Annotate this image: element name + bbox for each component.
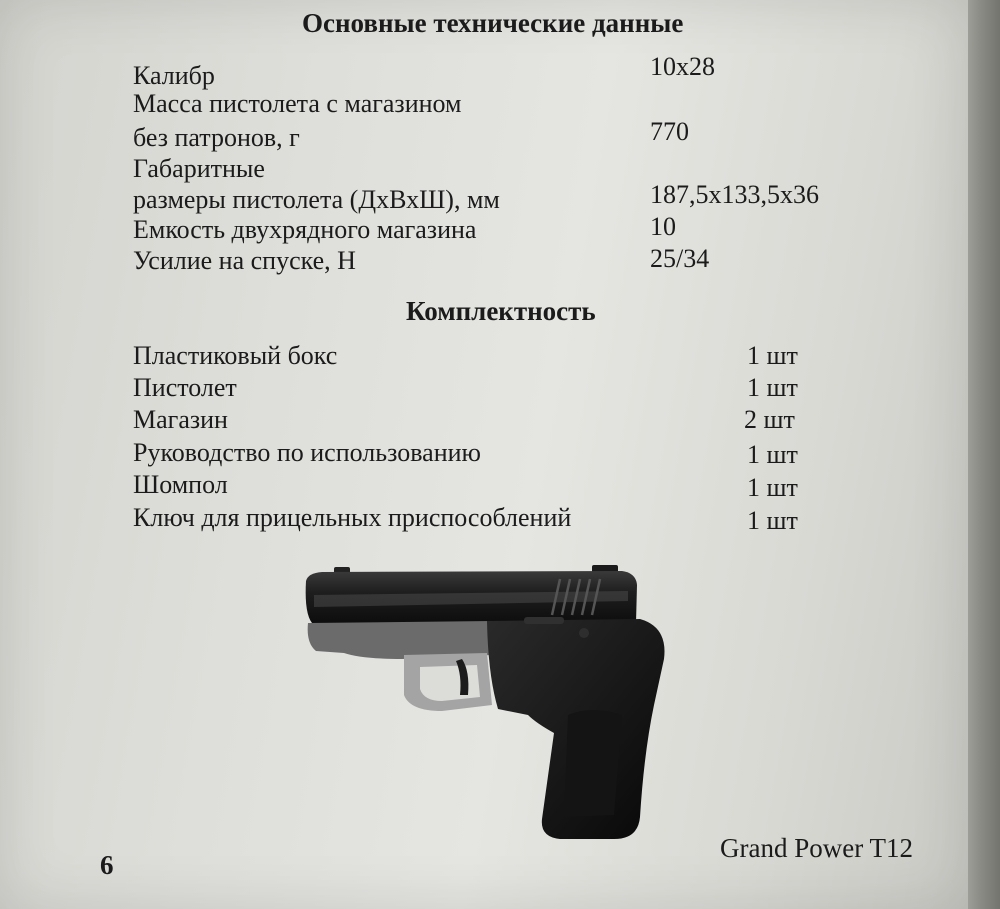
kit-heading: Комплектность: [406, 296, 596, 326]
kit-item-label: Пластиковый бокс: [133, 341, 338, 370]
spec-label-magazine-capacity: Емкость двухрядного магазина: [133, 215, 477, 244]
page-number: 6: [100, 850, 114, 880]
kit-item-qty: 1 шт: [747, 473, 798, 502]
model-name: Grand Power T12: [720, 833, 913, 863]
spec-label-trigger-pull: Усилие на спуске, Н: [133, 246, 356, 275]
pistol-image: [292, 555, 672, 855]
spec-value-caliber: 10x28: [650, 52, 715, 81]
kit-item-label: Пистолет: [133, 373, 237, 402]
spec-label-dimensions-cont: размеры пистолета (ДхВхШ), мм: [133, 185, 500, 214]
kit-item-label: Магазин: [133, 405, 228, 434]
kit-item-label: Шомпол: [133, 470, 228, 499]
kit-item-qty: 1 шт: [747, 440, 798, 469]
specs-heading: Основные технические данные: [302, 8, 684, 38]
kit-item-qty: 1 шт: [747, 341, 798, 370]
kit-item-qty: 1 шт: [747, 506, 798, 535]
spec-value-magazine-capacity: 10: [650, 212, 676, 241]
spec-value-mass: 770: [650, 117, 689, 146]
kit-item-label: Руководство по использованию: [133, 438, 481, 467]
page-edge: [968, 0, 1000, 909]
spec-label-caliber: Калибр: [133, 61, 215, 90]
kit-item-qty: 2 шт: [744, 405, 795, 434]
kit-item-label: Ключ для прицельных приспособлений: [133, 503, 572, 532]
spec-value-trigger-pull: 25/34: [650, 244, 710, 273]
spec-label-dimensions: Габаритные: [133, 154, 265, 183]
kit-item-qty: 1 шт: [747, 373, 798, 402]
spec-value-dimensions: 187,5x133,5x36: [650, 180, 819, 209]
spec-label-mass-cont: без патронов, г: [133, 123, 300, 152]
spec-label-mass: Масса пистолета с магазином: [133, 89, 462, 118]
